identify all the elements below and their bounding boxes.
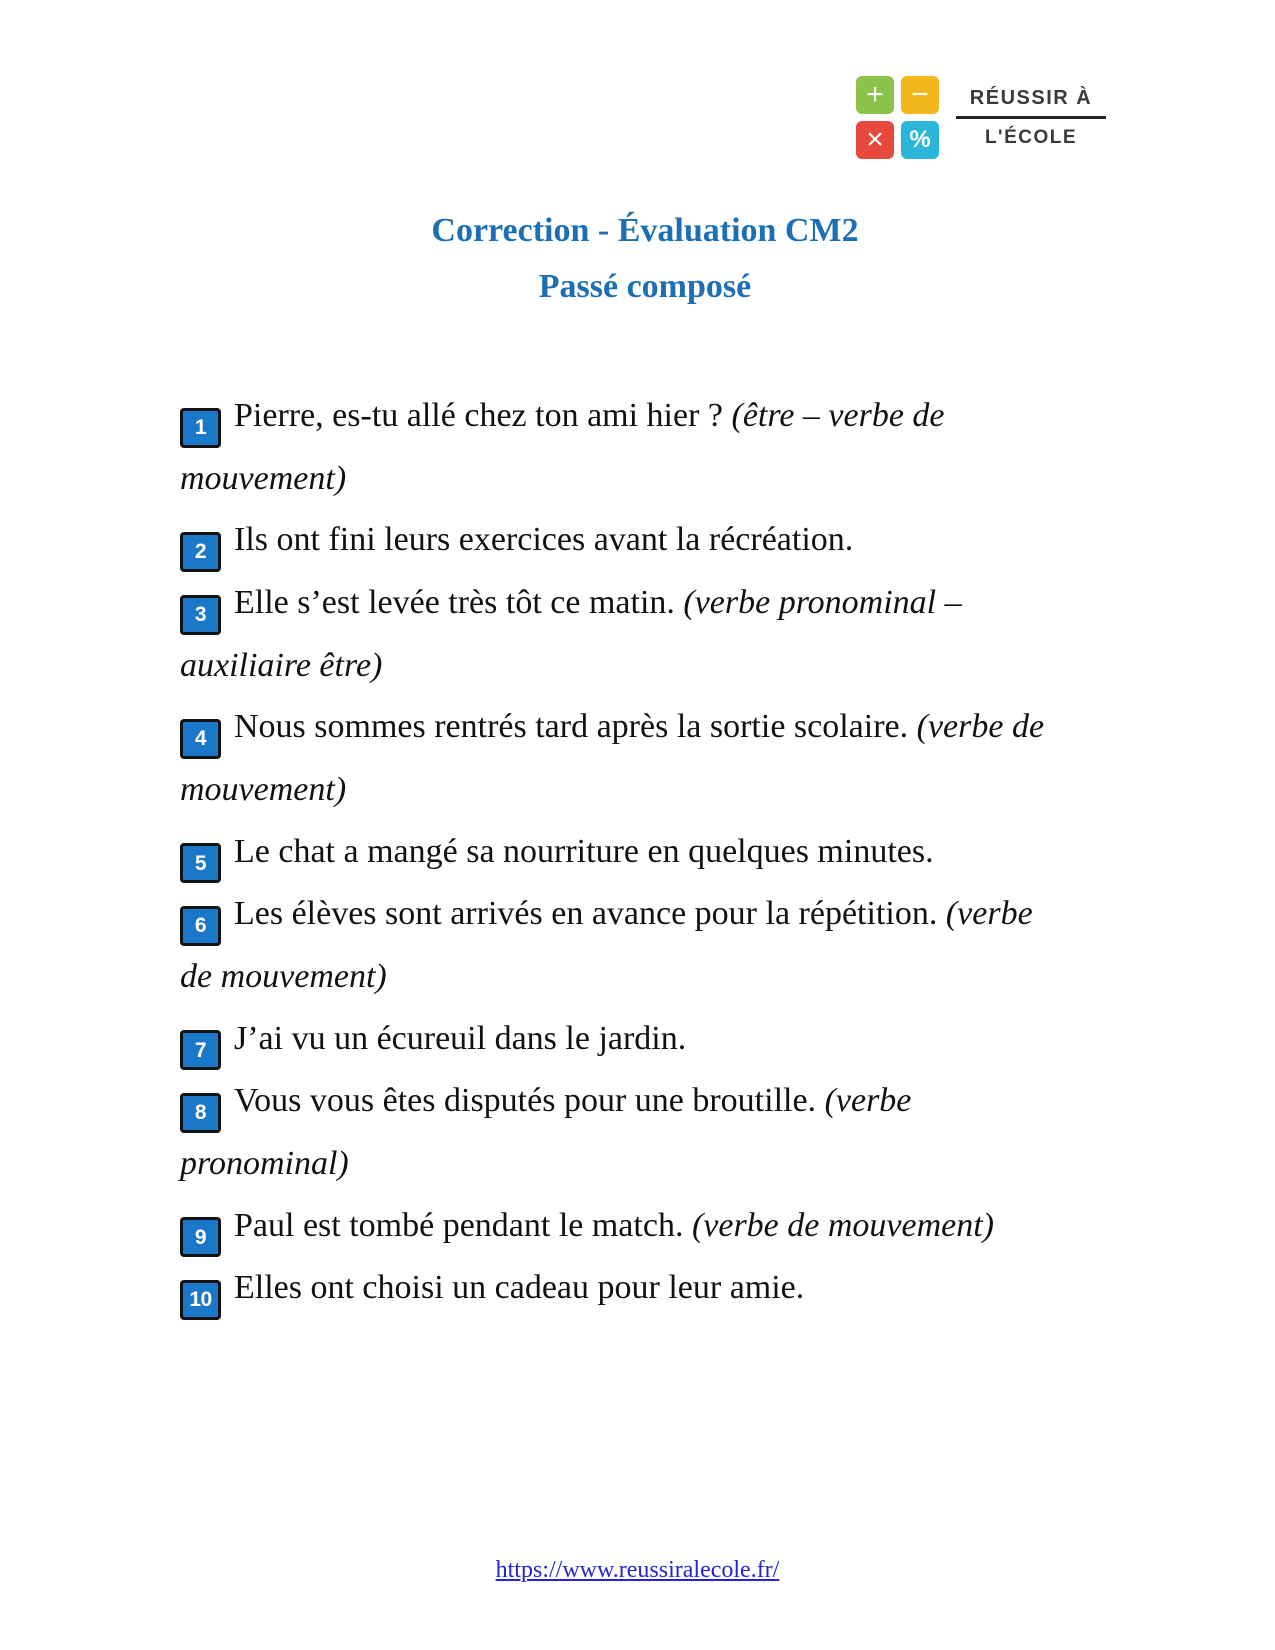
item-number-badge: 3 [180, 595, 221, 635]
brand-line1: RÉUSSIR À [969, 87, 1093, 109]
item-sentence: J’ai vu un écureuil dans le jardin. [234, 1019, 687, 1057]
item-note: (verbe pronominal) [180, 1082, 912, 1182]
list-item [180, 696, 1055, 820]
list-item [180, 385, 1055, 509]
item-number-badge: 1 [180, 408, 221, 448]
plus-icon: + [856, 76, 894, 114]
item-note: (verbe de mouvement) [180, 895, 1033, 995]
list-item [180, 1070, 1055, 1194]
item-number-badge: 8 [180, 1093, 221, 1133]
item-sentence: Les élèves sont arrivés en avance pour la répétition. [234, 895, 946, 933]
item-number-badge: 6 [180, 906, 221, 946]
website-link[interactable]: https://www.reussiralecole.fr/ [495, 1557, 780, 1583]
sentence-list [180, 385, 1055, 1320]
item-sentence: Pierre, es-tu allé chez ton ami hier ? [234, 397, 732, 434]
item-sentence: Paul est tombé pendant le match. [234, 1206, 692, 1244]
item-note: (verbe de mouvement) [691, 1206, 995, 1244]
item-sentence: Vous vous êtes disputés pour une broutille. [234, 1082, 825, 1120]
item-sentence: Nous sommes rentrés tard après la sortie scolaire. [234, 708, 917, 746]
multiply-icon: × [856, 121, 894, 159]
list-item [180, 883, 1055, 1007]
brand-line2: L'ÉCOLE [984, 127, 1078, 148]
brand-divider [956, 116, 1106, 119]
item-number-badge: 9 [180, 1217, 221, 1257]
page-footer [0, 1557, 1275, 1584]
item-number-badge: 7 [180, 1030, 221, 1070]
item-note: (verbe de mouvement) [180, 708, 1045, 808]
site-logo [856, 76, 1106, 159]
item-number-badge: 2 [180, 532, 221, 572]
math-tiles-logo [856, 76, 939, 159]
page-title-line2: Passé composé [538, 268, 752, 305]
item-sentence: Ils ont fini leurs exercices avant la récréation. [234, 521, 854, 559]
item-sentence: Elles ont choisi un cadeau pour leur amie. [234, 1269, 805, 1307]
page-title-line1: Correction - Évaluation CM2 [431, 212, 859, 249]
list-item [180, 1257, 1055, 1320]
list-item [180, 821, 1055, 884]
list-item [180, 1195, 1055, 1258]
list-item [180, 1008, 1055, 1071]
minus-icon: − [901, 76, 939, 114]
item-number-badge: 10 [180, 1280, 221, 1320]
list-item [180, 572, 1055, 696]
item-note: (verbe pronominal – auxiliaire être) [180, 584, 962, 684]
divide-icon: % [901, 121, 939, 159]
item-number-badge: 5 [180, 843, 221, 883]
list-item [180, 509, 1055, 572]
item-sentence: Elle s’est levée très tôt ce matin. [234, 584, 684, 621]
brand-wordmark [956, 88, 1106, 147]
item-sentence: Le chat a mangé sa nourriture en quelques minutes. [234, 832, 934, 870]
item-number-badge: 4 [180, 719, 221, 759]
item-note: (être – verbe de mouvement) [180, 397, 945, 497]
